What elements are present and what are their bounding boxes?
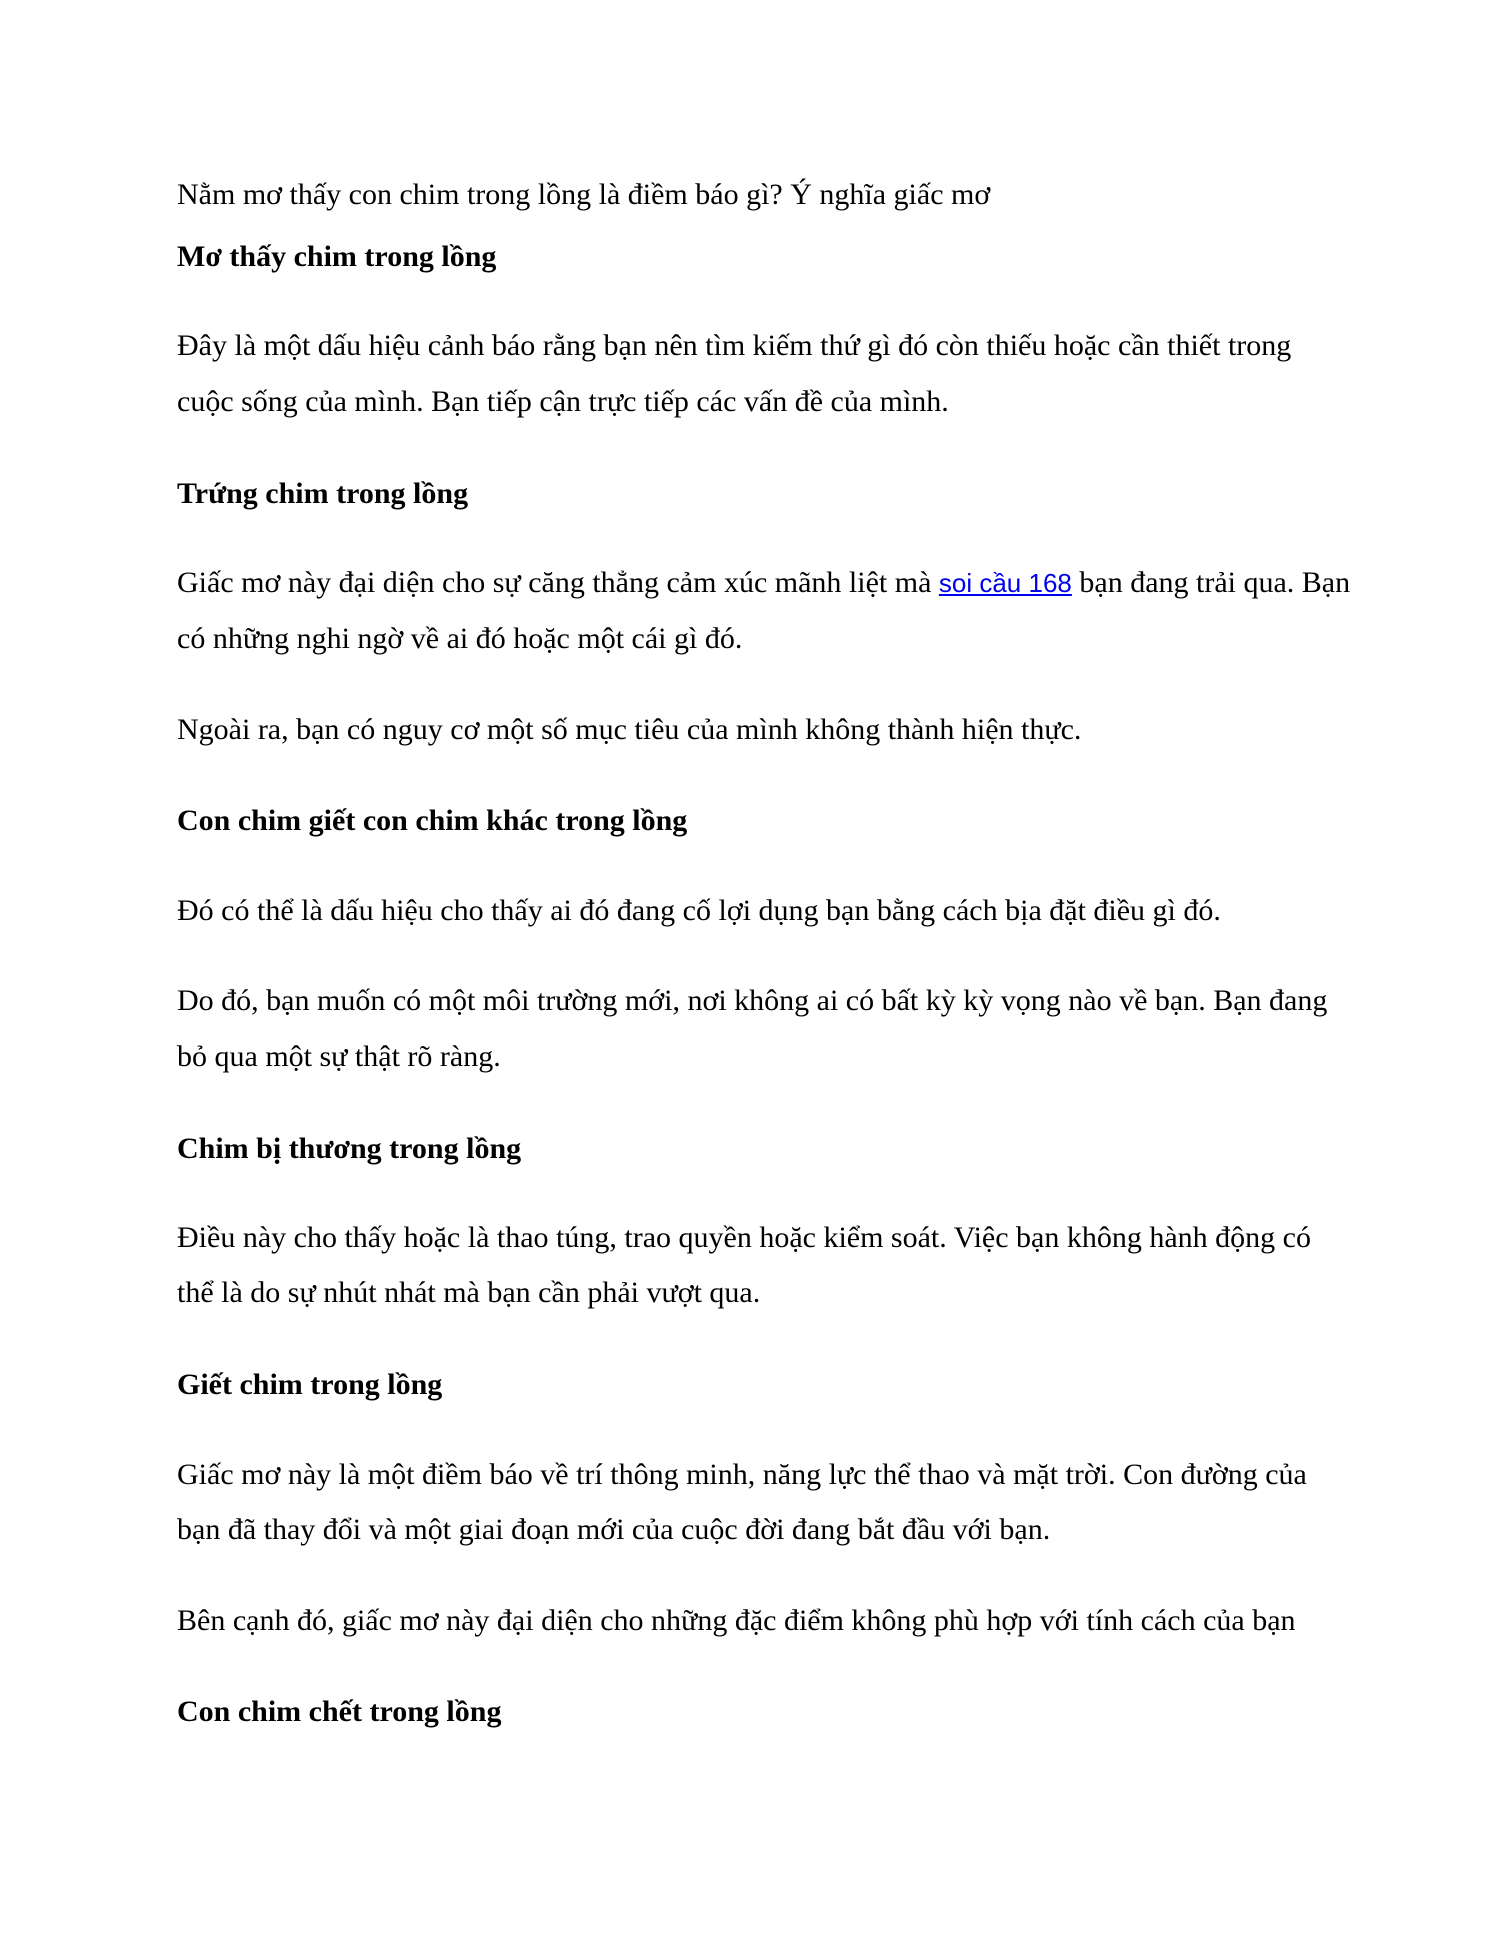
paragraph-line: Đây là một dấu hiệu cảnh báo rằng bạn nên tìm kiếm thứ gì đó còn thiếu hoặc cần thiết trong bbox=[177, 329, 1292, 362]
paragraph-line: Đó có thể là dấu hiệu cho thấy ai đó đang cố lợi dụng bạn bằng cách bịa đặt điều gì đó. bbox=[177, 894, 1221, 927]
paragraph-line: Bên cạnh đó, giấc mơ này đại diện cho những đặc điểm không phù hợp với tính cách của bạn bbox=[177, 1604, 1296, 1637]
section-heading: Trứng chim trong lồng bbox=[177, 477, 469, 510]
paragraph-line: thể là do sự nhút nhát mà bạn cần phải vượt qua. bbox=[177, 1276, 761, 1309]
paragraph-line: Ngoài ra, bạn có nguy cơ một số mục tiêu của mình không thành hiện thực. bbox=[177, 713, 1082, 746]
paragraph-line: có những nghi ngờ về ai đó hoặc một cái gì đó. bbox=[177, 622, 743, 655]
paragraph-line: cuộc sống của mình. Bạn tiếp cận trực tiếp các vấn đề của mình. bbox=[177, 385, 949, 418]
paragraph-line: Do đó, bạn muốn có một môi trường mới, nơi không ai có bất kỳ kỳ vọng nào về bạn. Bạn đang bbox=[177, 984, 1328, 1017]
paragraph-line: Giấc mơ này là một điềm báo về trí thông minh, năng lực thể thao và mặt trời. Con đường của bbox=[177, 1458, 1307, 1491]
section-heading: Con chim giết con chim khác trong lồng bbox=[177, 804, 688, 837]
paragraph-line: bạn đã thay đổi và một giai đoạn mới của cuộc đời đang bắt đầu với bạn. bbox=[177, 1513, 1051, 1546]
section-heading: Mơ thấy chim trong lồng bbox=[177, 240, 497, 273]
soi-cau-link[interactable]: soi cầu 168 bbox=[938, 568, 1072, 598]
paragraph-text: bạn đang trải qua. Bạn bbox=[1071, 566, 1351, 599]
document-title: Nằm mơ thấy con chim trong lồng là điềm báo gì? Ý nghĩa giấc mơ bbox=[177, 178, 991, 211]
section-heading: Con chim chết trong lồng bbox=[177, 1695, 502, 1728]
paragraph-line: bỏ qua một sự thật rõ ràng. bbox=[177, 1040, 501, 1073]
section-heading: Chim bị thương trong lồng bbox=[177, 1132, 522, 1165]
paragraph-text: Giấc mơ này đại diện cho sự căng thẳng cảm xúc mãnh liệt mà bbox=[177, 566, 939, 599]
section-heading: Giết chim trong lồng bbox=[177, 1368, 443, 1401]
paragraph-line: Điều này cho thấy hoặc là thao túng, trao quyền hoặc kiểm soát. Việc bạn không hành động có bbox=[177, 1221, 1311, 1254]
paragraph-line bbox=[177, 566, 1350, 600]
